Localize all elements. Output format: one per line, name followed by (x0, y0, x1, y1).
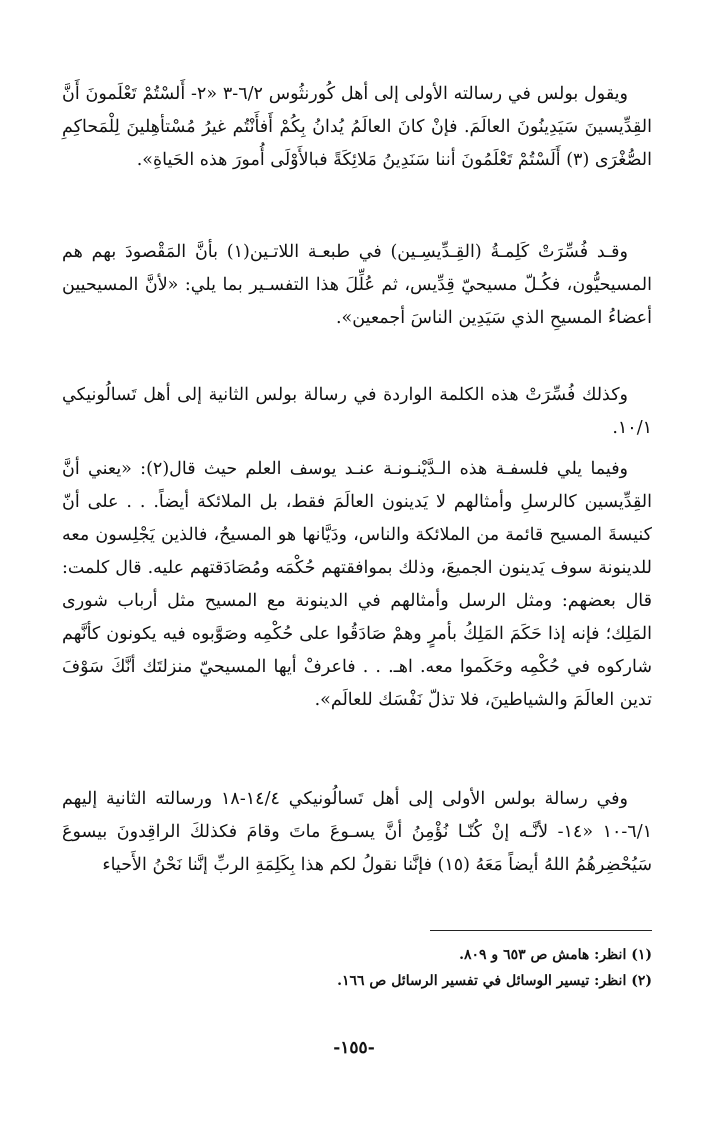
paragraph-3-text: وكذلك فُسِّرَتْ هذه الكلمة الواردة في رسالة بولس الثانية إلى أهل تَسالُونيكي ١٠/١. (62, 385, 652, 438)
paragraph-1-text: ويقول بولس في رسالته الأولى إلى أهل كُورنثُوس ٦/٢-٣ «٢- أَلسْتُمْ تَعْلَمونَ أَنَّ القِدِّيسينَ سَيَدِينُونَ العالَمَ. فإنْ كانَ العالَمُ يُدانُ بِكُمْ أَفأَنْتُم غيرُ مُسْتأهِلينَ لِلْمَحاكِمِ الصُّغْرَى (٣) أَلَسْتُمْ تَعْلَمُونَ أننا سَنَدِينُ مَلائِكَةً فبالأَوْلَى أُمورَ هذه الحَياةِ». (62, 84, 652, 170)
paragraph-1 (62, 78, 652, 177)
paragraph-5 (62, 783, 652, 882)
paragraph-2-text: وقـد فُسِّرَتْ كَلِمـةُ (القِـدِّيسِـين) في طبعـة اللاتـين(١) بأنَّ المَقْصودَ بهم هم المسيحيُّون، فكُـلّ مسيحيّ قِدِّيس، ثم عُلِّلَ هذا التفسـير بما يلي: «لأنَّ المسيحيين أعضاءُ المسيحِ الذي سَيَدِين الناسَ أجمعين». (62, 242, 652, 328)
footnote-1: (١) انظر: هامش ص ٦٥٣ و ٨٠٩. (459, 947, 652, 963)
footnote-2: (٢) انظر: تيسير الوسائل في تفسير الرسائل ص ١٦٦. (337, 973, 652, 989)
paragraph-4 (62, 453, 652, 717)
paragraph-5-text: وفي رسالة بولس الأولى إلى أهل تَسالُونيكي ١٤/٤-١٨ ورسالته الثانية إليهم ٦/١-١٠ «١٤- لأنَّـه إنْ كُنّـا نُؤْمِنُ أنَّ يسـوعَ ماتَ وقامَ فكذلكَ الراقِدونَ بيسوعَ سَيُحْضِرهُمُ اللهُ أيضاً مَعَهُ (١٥) فإنَّنا نقولُ لكم هذا بِكَلِمَةِ الربِّ إنَّنا نَحْنُ الأَحياء (62, 789, 652, 875)
page-number: -١٥٥- (333, 1038, 375, 1058)
paragraph-4-text: وفيما يلي فلسفـة هذه الـدَّيْنـونـة عنـد يوسف العلم حيث قال(٢): «يعني أنَّ القِدِّيسين كالرسلِ وأمثالهم لا يَدينون العالَمَ فقط، بل الملائكة أيضاً. . . على أنّ كنيسةَ المسيح قائمة من الملائكة والناس، ودَيَّانها هو المسيحُ، فالذين يَجْلِسون معه للدينونة سوف يَدينون الجميعَ، وذلك بموافقتهم حُكْمَه ومُصَادَقتهم عليه. قال كلمت: قال بعضهم: ومثل الرسل وأمثالهم في الدينونة مع المسيح مثل أرباب شورى المَلِك؛ فإنه إذا حَكَمَ المَلِكُ بأمرٍ وهمْ صَادَقُوا على حُكْمِه وصَوَّبوه فيه يكونون كأنَّهم شاركوه في حُكْمِه وحَكَموا معه. اهـ. . . فاعرفْ أيها المسيحيّ منزلتَك أنَّكَ سَوْفَ تدين العالَمَ والشياطينَ، فلا تذلّ نَفْسَك للعالَم». (62, 459, 652, 710)
paragraph-3 (62, 379, 652, 445)
footnote-divider (430, 930, 652, 931)
footnotes (62, 942, 652, 994)
paragraph-2 (62, 236, 652, 335)
